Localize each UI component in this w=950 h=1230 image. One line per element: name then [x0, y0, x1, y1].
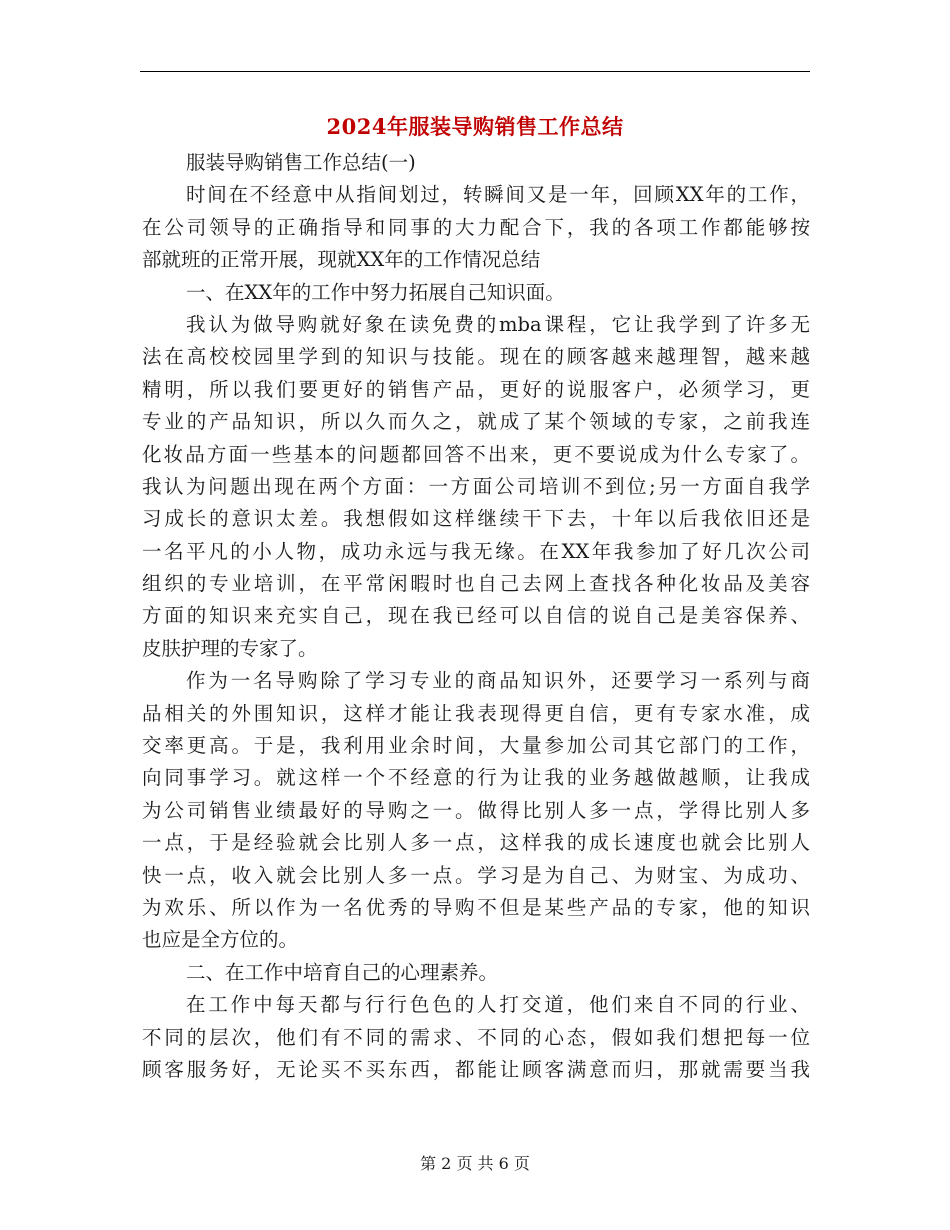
paragraph-line: 快一点，收入就会比别人多一点。学习是为自己、为财宝、为成功、: [142, 863, 810, 887]
paragraph-line: 作为一名导购除了学习专业的商品知识外，还要学习一系列与商: [186, 669, 810, 693]
paragraph-line: 为公司销售业绩最好的导购之一。做得比别人多一点，学得比别人多: [142, 798, 810, 822]
page-number: 第 2 页 共 6 页: [420, 1154, 530, 1173]
paragraph-line: 交率更高。于是，我利用业余时间，大量参加公司其它部门的工作，: [142, 734, 810, 758]
paragraph-line: 化妆品方面一些基本的问题都回答不出来，更不要说成为什么专家了。: [142, 442, 810, 466]
paragraph-line: 皮肤护理的专家了。: [142, 636, 318, 660]
section-heading: 一、在XX年的工作中努力拓展自己知识面。: [186, 280, 565, 304]
document-title: 2024年服装导购销售工作总结: [326, 114, 624, 139]
subtitle-line: 服装导购销售工作总结(一): [186, 151, 416, 174]
paragraph-line: 习成长的意识太差。我想假如这样继续干下去，十年以后我依旧还是: [142, 507, 810, 531]
paragraph-line: 向同事学习。就这样一个不经意的行为让我的业务越做越顺，让我成: [142, 766, 810, 790]
paragraph-line: 品相关的外围知识，这样才能让我表现得更自信，更有专家水准，成: [142, 701, 810, 725]
document-body: [142, 147, 810, 1086]
paragraph-line: 在工作中每天都与行行色色的人打交道，他们来自不同的行业、: [186, 993, 810, 1017]
paragraph-line: 方面的知识来充实自己，现在我已经可以自信的说自己是美容保养、: [142, 604, 810, 628]
paragraph-line: 一点，于是经验就会比别人多一点，这样我的成长速度也就会比别人: [142, 831, 810, 855]
paragraph-line: 法在高校校园里学到的知识与技能。现在的顾客越来越理智，越来越: [142, 345, 810, 369]
paragraph-line: 为欢乐、所以作为一名优秀的导购不但是某些产品的专家，他的知识: [142, 895, 810, 919]
paragraph-line: 专业的产品知识，所以久而久之，就成了某个领域的专家，之前我连: [142, 410, 810, 434]
paragraph-line: 不同的层次，他们有不同的需求、不同的心态，假如我们想把每一位: [142, 1025, 810, 1049]
paragraph-line: 精明，所以我们要更好的销售产品，更好的说服客户，必须学习，更: [142, 377, 810, 401]
paragraph-line: 顾客服务好，无论买不买东西，都能让顾客满意而归，那就需要当我: [142, 1057, 810, 1081]
paragraph-line: 在公司领导的正确指导和同事的大力配合下，我的各项工作都能够按: [142, 215, 810, 239]
paragraph-line: 一名平凡的小人物，成功永远与我无缘。在XX年我参加了好几次公司: [142, 539, 810, 563]
paragraph-line: 时间在不经意中从指间划过，转瞬间又是一年，回顾XX年的工作，: [186, 183, 810, 207]
paragraph-line: 我认为做导购就好象在读免费的mba课程，它让我学到了许多无: [186, 312, 810, 336]
header-rule: [140, 71, 810, 72]
paragraph-line: 组织的专业培训，在平常闲暇时也自己去网上查找各种化妆品及美容: [142, 572, 810, 596]
section-heading: 二、在工作中培育自己的心理素养。: [186, 960, 499, 984]
paragraph-line: 我认为问题出现在两个方面：一方面公司培训不到位;另一方面自我学: [142, 474, 810, 498]
paragraph-line: 也应是全方位的。: [142, 928, 299, 952]
paragraph-line: 部就班的正常开展，现就XX年的工作情况总结: [142, 248, 541, 272]
